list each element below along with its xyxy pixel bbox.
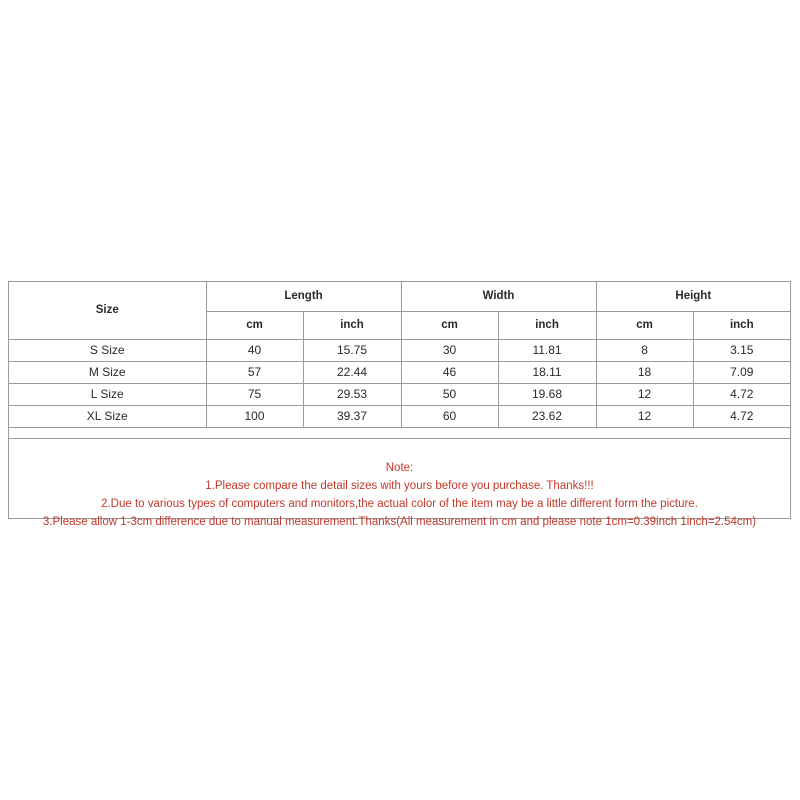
value-cell: 60	[401, 405, 498, 427]
size-cell: XL Size	[9, 405, 206, 427]
value-cell: 22.44	[303, 361, 401, 383]
size-column-header: Size	[9, 282, 206, 339]
value-cell: 39.37	[303, 405, 401, 427]
value-cell: 15.75	[303, 339, 401, 361]
note-line: 3.Please allow 1-3cm difference due to manual measurement.Thanks(All measurement in cm and please note 1cm=0.39inch 1inch=2.54cm)	[42, 515, 757, 528]
table-row	[9, 339, 790, 361]
value-cell: 57	[206, 361, 303, 383]
value-cell: 18	[596, 361, 693, 383]
height-group-header: Height	[596, 282, 790, 311]
note-title: Note:	[385, 461, 414, 474]
unit-header: cm	[206, 311, 303, 339]
length-group-header: Length	[206, 282, 401, 311]
size-cell: L Size	[9, 383, 206, 405]
value-cell: 11.81	[498, 339, 596, 361]
unit-header: inch	[498, 311, 596, 339]
value-cell: 23.62	[498, 405, 596, 427]
value-cell: 8	[596, 339, 693, 361]
size-chart	[8, 281, 791, 528]
header-group-row	[9, 282, 790, 311]
value-cell: 3.15	[693, 339, 790, 361]
unit-header: cm	[401, 311, 498, 339]
value-cell: 4.72	[693, 383, 790, 405]
size-cell: S Size	[9, 339, 206, 361]
value-cell: 40	[206, 339, 303, 361]
value-cell: 19.68	[498, 383, 596, 405]
unit-header: cm	[596, 311, 693, 339]
value-cell: 75	[206, 383, 303, 405]
note-line: 2.Due to various types of computers and monitors,the actual color of the item may be a little different form the picture.	[101, 497, 698, 510]
value-cell: 12	[596, 383, 693, 405]
value-cell: 100	[206, 405, 303, 427]
unit-header: inch	[693, 311, 790, 339]
width-group-header: Width	[401, 282, 596, 311]
size-table	[9, 282, 790, 428]
value-cell: 29.53	[303, 383, 401, 405]
notes-section	[9, 438, 790, 531]
table-row	[9, 361, 790, 383]
unit-header: inch	[303, 311, 401, 339]
note-line: 1.Please compare the detail sizes with yours before you purchase. Thanks!!!	[205, 479, 594, 492]
value-cell: 7.09	[693, 361, 790, 383]
value-cell: 30	[401, 339, 498, 361]
size-cell: M Size	[9, 361, 206, 383]
value-cell: 12	[596, 405, 693, 427]
value-cell: 50	[401, 383, 498, 405]
value-cell: 18.11	[498, 361, 596, 383]
value-cell: 4.72	[693, 405, 790, 427]
value-cell: 46	[401, 361, 498, 383]
table-row	[9, 405, 790, 427]
table-row	[9, 383, 790, 405]
